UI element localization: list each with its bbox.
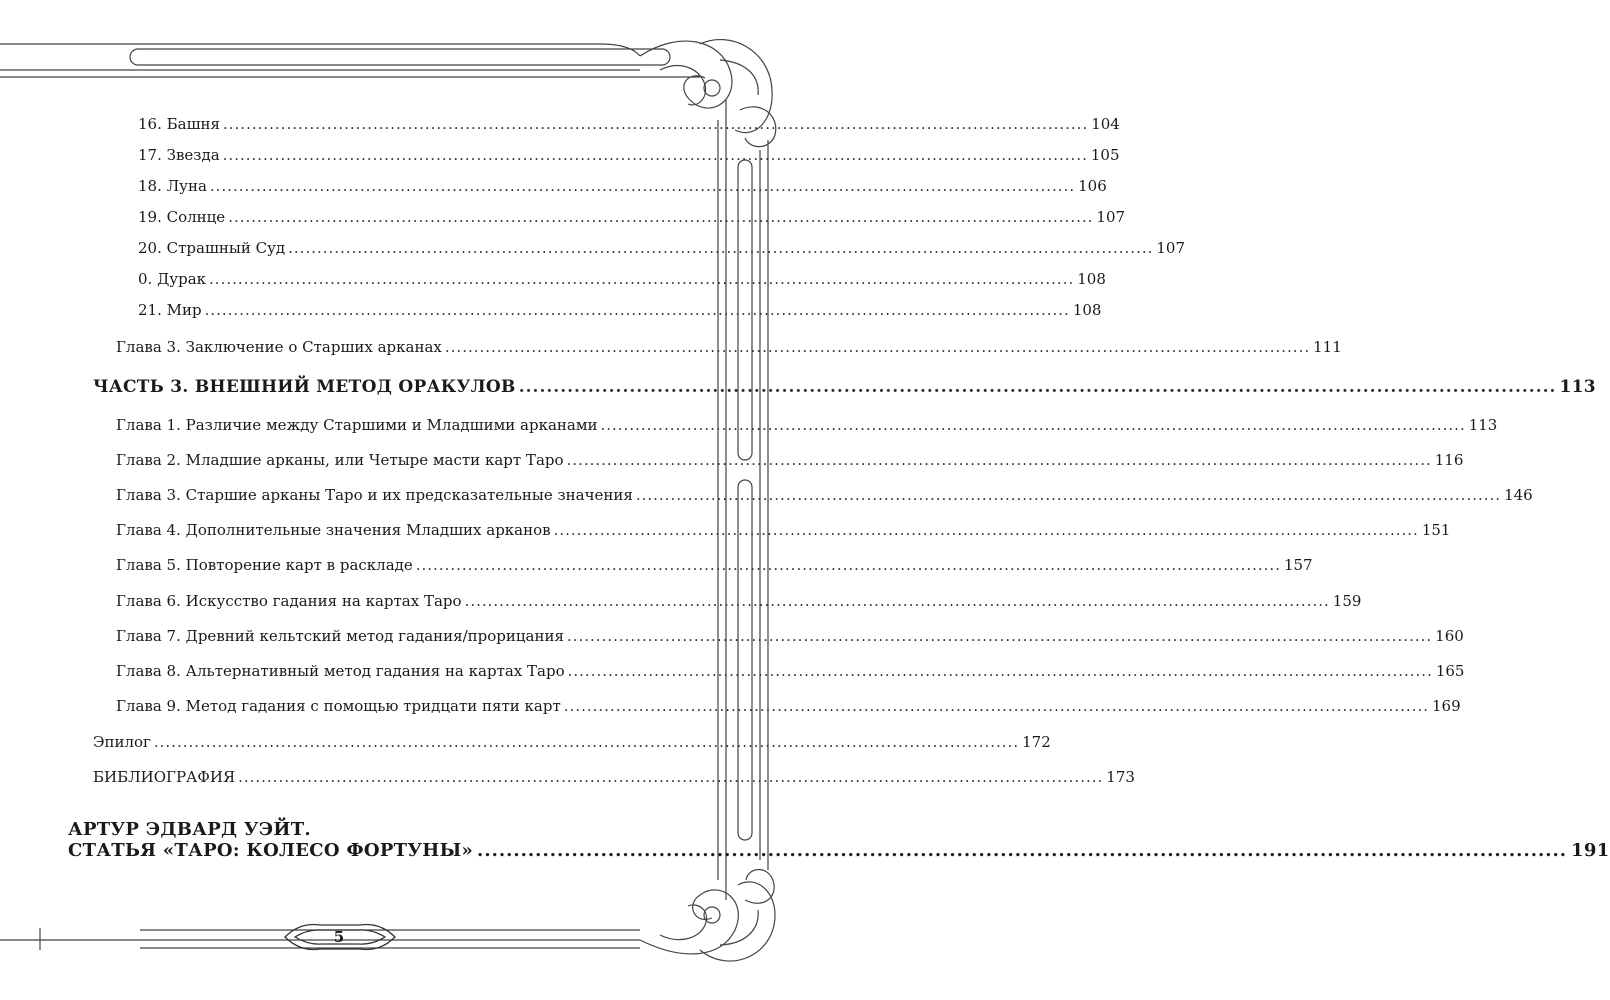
toc-entry-page: 107 — [1096, 208, 1126, 226]
toc-entry-label: Глава 3. Заключение о Старших арканах — [116, 338, 442, 356]
toc-entry-page: 146 — [1504, 486, 1533, 504]
toc-entry-label: 21. Мир — [138, 301, 202, 319]
toc-entry-page: 116 — [1434, 451, 1464, 469]
toc-entry-judgement[interactable] — [138, 239, 1185, 257]
toc-entry-label: Глава 3. Старшие арканы Таро и их предсказательные значения — [116, 486, 633, 504]
toc-entry-page: 107 — [1156, 239, 1185, 257]
toc-entry-star[interactable] — [138, 146, 1120, 164]
toc-entry-page: 165 — [1435, 662, 1465, 680]
toc-entry-page: 169 — [1432, 697, 1461, 715]
dot-leader: ...................................................................................................................................................... — [567, 662, 1433, 680]
toc-entry-page: 172 — [1022, 733, 1051, 751]
toc-entry-label: Глава 7. Древний кельтский метод гадания/прорицания — [116, 627, 564, 645]
dot-leader: ...................................................................................................................................................... — [566, 627, 1433, 645]
toc-entry-page: 113 — [1468, 416, 1498, 434]
toc-final-section[interactable] — [68, 819, 1610, 861]
toc-entry-label: Эпилог — [93, 733, 151, 751]
dot-leader: ...................................................................................................................................................... — [600, 416, 1466, 434]
toc-entry-label: ЧАСТЬ 3. ВНЕШНИЙ МЕТОД ОРАКУЛОВ — [93, 377, 516, 397]
dot-leader: ...................................................................................................................................................... — [238, 768, 1104, 786]
toc-entry-page: 160 — [1435, 627, 1464, 645]
dot-leader: ...................................................................................................................................................... — [204, 301, 1070, 319]
toc-entry-label: БИБЛИОГРАФИЯ — [93, 768, 236, 786]
final-section-author: АРТУР ЭДВАРД УЭЙТ. — [68, 819, 311, 840]
toc-bibliography[interactable] — [93, 768, 1135, 786]
toc-entry-page: 105 — [1090, 146, 1120, 164]
toc-chapter-3[interactable] — [116, 486, 1533, 504]
toc-entry-label: Глава 1. Различие между Старшими и Младшими арканами — [116, 416, 598, 434]
toc-chapter-1[interactable] — [116, 416, 1498, 434]
toc-entry-label: Глава 8. Альтернативный метод гадания на картах Таро — [116, 662, 565, 680]
toc-entry-label: Глава 2. Младшие арканы, или Четыре масти карт Таро — [116, 451, 564, 469]
toc-entry-label: 16. Башня — [138, 115, 220, 133]
toc-entry-page: 106 — [1078, 177, 1107, 195]
dot-leader: ...................................................................................................................................................... — [553, 521, 1419, 539]
toc-entry-page: 173 — [1106, 768, 1135, 786]
toc-chapter-9[interactable] — [116, 697, 1461, 715]
dot-leader: ...................................................................................................................................................... — [222, 146, 1088, 164]
toc-entry-fool[interactable] — [138, 270, 1106, 288]
toc-entry-world[interactable] — [138, 301, 1102, 319]
dot-leader: ...................................................................................................................................................... — [209, 270, 1075, 288]
toc-part-3[interactable] — [93, 377, 1596, 397]
toc-entry-page: 108 — [1077, 270, 1106, 288]
toc-entry-moon[interactable] — [138, 177, 1107, 195]
toc-entry-page: 108 — [1072, 301, 1102, 319]
toc-entry-page: 151 — [1421, 521, 1451, 539]
toc-entry-label: 17. Звезда — [138, 146, 220, 164]
toc-chapter-6[interactable] — [116, 592, 1362, 610]
toc-entry-page: 104 — [1091, 115, 1120, 133]
toc-entry-page: 111 — [1313, 338, 1342, 356]
toc-entry-label: 20. Страшный Суд — [138, 239, 286, 257]
toc-chapter-8[interactable] — [116, 662, 1465, 680]
toc-chapter-5[interactable] — [116, 556, 1313, 574]
final-section-page: 191 — [1571, 840, 1610, 861]
dot-leader: ...................................................................................................................................................... — [288, 239, 1154, 257]
toc-entry-sun[interactable] — [138, 208, 1126, 226]
dot-leader: ...................................................................................................................................................... — [477, 840, 1568, 861]
toc-entry-label: Глава 9. Метод гадания с помощью тридцати пяти карт — [116, 697, 561, 715]
dot-leader: ...................................................................................................................................................... — [635, 486, 1502, 504]
dot-leader: ...................................................................................................................................................... — [415, 556, 1281, 574]
toc-entry-page: 159 — [1332, 592, 1362, 610]
toc-entry-label: 19. Солнце — [138, 208, 226, 226]
toc-entry-page: 113 — [1559, 377, 1596, 397]
toc-entry-tower[interactable] — [138, 115, 1120, 133]
dot-leader: ...................................................................................................................................................... — [223, 115, 1089, 133]
final-section-title: СТАТЬЯ «ТАРО: КОЛЕСО ФОРТУНЫ» — [68, 840, 474, 861]
dot-leader: ...................................................................................................................................................... — [228, 208, 1094, 226]
toc-epilogue[interactable] — [93, 733, 1051, 751]
toc-chapter-2[interactable] — [116, 451, 1464, 469]
toc-entry-page: 157 — [1283, 556, 1313, 574]
toc-chapter-4[interactable] — [116, 521, 1451, 539]
dot-leader: ...................................................................................................................................................... — [153, 733, 1020, 751]
toc-entry-label: Глава 5. Повторение карт в раскладе — [116, 556, 413, 574]
page-number: 5 — [333, 928, 345, 946]
toc-entry-label: Глава 4. Дополнительные значения Младших арканов — [116, 521, 551, 539]
dot-leader: ...................................................................................................................................................... — [444, 338, 1311, 356]
toc-entry-label: 0. Дурак — [138, 270, 207, 288]
dot-leader: ...................................................................................................................................................... — [566, 451, 1432, 469]
toc-entry-label: Глава 6. Искусство гадания на картах Таро — [116, 592, 462, 610]
dot-leader: ...................................................................................................................................................... — [209, 177, 1076, 195]
dot-leader: ...................................................................................................................................................... — [464, 592, 1330, 610]
toc-entry-label: 18. Луна — [138, 177, 207, 195]
toc-chapter-7[interactable] — [116, 627, 1464, 645]
toc-chapter-3-conclusion[interactable] — [116, 338, 1342, 356]
dot-leader: ...................................................................................................................................................... — [563, 697, 1429, 715]
dot-leader: ...................................................................................................................................................... — [518, 377, 1557, 397]
